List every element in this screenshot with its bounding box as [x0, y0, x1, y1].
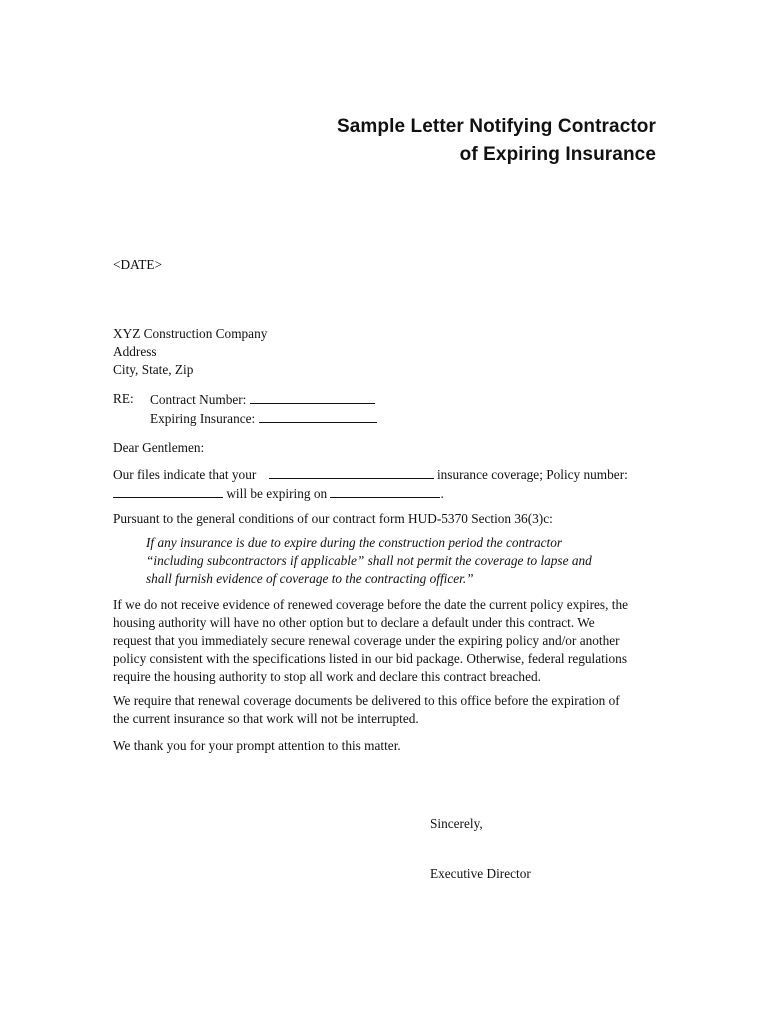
recipient-address — [113, 325, 658, 379]
expiring-insurance-label: Expiring Insurance: — [150, 411, 256, 426]
quote-line: “including subcontractors if applicable” shall not permit the coverage to lapse and — [146, 553, 592, 568]
coverage-type-blank — [269, 465, 434, 479]
paragraph-line: If we do not receive evidence of renewed coverage before the date the current policy expires, the — [113, 597, 628, 612]
title-line-2: of Expiring Insurance — [459, 144, 656, 165]
policy-number-blank — [113, 484, 223, 498]
expiring-insurance-row — [150, 409, 377, 428]
paragraph-line: request that you immediately secure renewal coverage under the expiring policy and/or another — [113, 633, 620, 648]
date-placeholder: <DATE> — [113, 257, 162, 272]
recipient-street: Address — [113, 344, 157, 359]
closing: Sincerely, — [430, 816, 483, 831]
document-title — [337, 113, 656, 169]
paragraph-line: policy consistent with the specifications listed in our bid package. Otherwise, federal regulations — [113, 651, 628, 666]
files-paragraph — [113, 465, 658, 503]
paragraph-line: the current insurance so that work will not be interrupted. — [113, 711, 419, 726]
delivery-paragraph — [113, 692, 658, 728]
files-text-1: Our files indicate that your — [113, 467, 257, 482]
signatory-title: Executive Director — [430, 866, 531, 881]
quote-line: shall furnish evidence of coverage to the contracting officer.” — [146, 571, 474, 586]
paragraph-line: housing authority will have no other option but to declare a default under this contract. We — [113, 615, 595, 630]
contract-number-label: Contract Number: — [150, 392, 247, 407]
contract-number-row — [150, 390, 375, 409]
expiring-insurance-blank — [259, 409, 377, 423]
recipient-city: City, State, Zip — [113, 362, 194, 377]
thanks-text: We thank you for your prompt attention to this matter. — [113, 738, 401, 753]
re-label: RE: — [113, 391, 134, 406]
paragraph-line: We require that renewal coverage documents be delivered to this office before the expiration of — [113, 693, 620, 708]
recipient-company: XYZ Construction Company — [113, 326, 268, 341]
files-text-3: will be expiring on — [226, 486, 328, 501]
title-line-1: Sample Letter Notifying Contractor — [336, 116, 656, 137]
files-text-4: . — [440, 486, 444, 501]
files-text-2: insurance coverage; Policy number: — [436, 467, 628, 482]
salutation: Dear Gentlemen: — [113, 440, 205, 455]
renewal-paragraph — [113, 596, 658, 686]
contract-quote — [146, 534, 646, 588]
paragraph-line: require the housing authority to stop all work and declare this contract breached. — [113, 669, 541, 684]
quote-line: If any insurance is due to expire during the construction period the contractor — [146, 535, 563, 550]
contract-number-blank — [250, 390, 375, 404]
re-block — [113, 390, 658, 428]
pursuant-text: Pursuant to the general conditions of our contract form HUD-5370 Section 36(3)c: — [113, 511, 553, 526]
expiration-date-blank — [330, 484, 440, 498]
